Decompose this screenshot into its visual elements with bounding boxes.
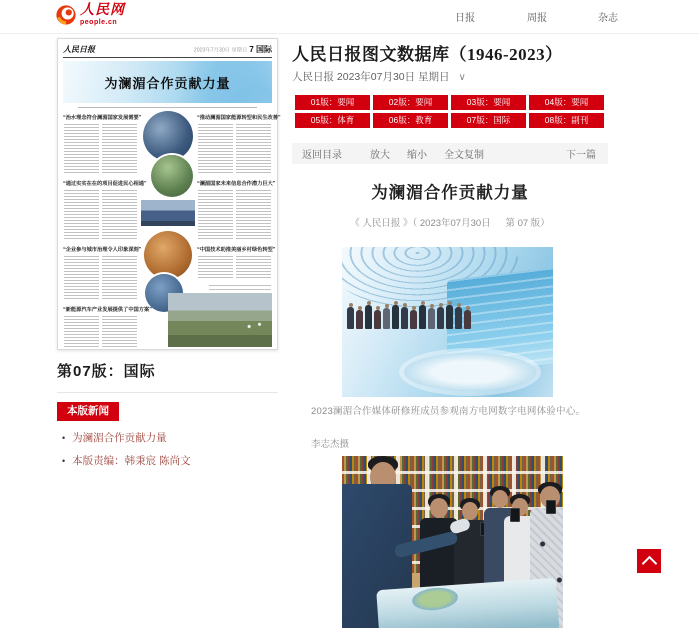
article-photo-exhibition-hall: [342, 247, 553, 397]
photo1-caption: 2023澜湄合作媒体研修班成员参观南方电网数字电网体验中心。: [311, 406, 586, 417]
thumb-text-block: [64, 256, 137, 300]
thumb-headline: “治水理念符合澜湄国家发展需要”: [63, 114, 142, 120]
thumb-text-block: [64, 316, 137, 348]
thumb-headline: “推动澜湄国家能源转型和民生改善”: [197, 114, 281, 120]
article-toolbar: [292, 143, 608, 164]
back-to-top-button[interactable]: [637, 549, 661, 573]
edition-grid: [295, 95, 604, 128]
news-list-item[interactable]: • 本版责编：韩秉宸 陈尚文: [62, 453, 191, 468]
thumb-headline: “中国技术助推美丽乡村绿色转型”: [197, 246, 276, 252]
edition-link-08[interactable]: 08版：副刊: [529, 113, 604, 128]
nav-daily[interactable]: 日报: [455, 13, 475, 24]
thumb-photo-circle-visitors: [143, 111, 193, 161]
zoom-out-button[interactable]: 缩小: [407, 150, 427, 161]
issue-date-text: 人民日报 2023年07月30日 星期日: [292, 71, 450, 83]
news-list-item[interactable]: • 为澜湄合作贡献力量: [62, 430, 167, 445]
newspaper-page-thumbnail[interactable]: [57, 38, 281, 350]
thumb-left-column: [63, 111, 152, 347]
next-article-button[interactable]: 下一篇: [566, 150, 596, 161]
thumb-date: 2023年7月30日 星期日: [193, 47, 248, 53]
back-to-directory-button[interactable]: 返回目录: [302, 150, 342, 161]
thumb-body: [63, 111, 281, 347]
thumb-photo-circle-workers: [144, 231, 192, 279]
article-title: 为澜湄合作贡献力量: [371, 184, 529, 202]
nav-magazine[interactable]: 杂志: [598, 13, 618, 24]
thumb-headline: “澜湄国家未来信息合作潜力巨大”: [197, 180, 276, 186]
edition-link-06[interactable]: 06版：教育: [373, 113, 448, 128]
article-source-line: 《 人民日报 》（ 2023年07月30日 第 07 版）: [350, 218, 550, 229]
logo-title: 人民网: [80, 3, 125, 18]
page-section-title: 第07版：国际: [57, 363, 156, 380]
chevron-down-icon[interactable]: ∨: [458, 72, 466, 83]
section-news-badge: 本版新闻: [57, 402, 119, 421]
edition-link-07[interactable]: 07版：国际: [451, 113, 526, 128]
edition-link-04[interactable]: 04版：要闻: [529, 95, 604, 110]
thumb-photo-circle-landscape: [151, 155, 193, 197]
article-photo-library-visit: [342, 456, 563, 628]
photo1-credit: 李志杰摄: [311, 439, 350, 450]
issue-date-row: [292, 69, 466, 84]
thumb-text-block: [198, 256, 271, 280]
thumb-intro-line: [78, 107, 258, 108]
thumb-text-block: [64, 190, 137, 240]
database-title: 人民日报图文数据库（1946-2023）: [292, 45, 563, 64]
sidebar-divider: [57, 392, 278, 393]
edition-link-03[interactable]: 03版：要闻: [451, 95, 526, 110]
edition-link-02[interactable]: 02版：要闻: [373, 95, 448, 110]
edition-link-05[interactable]: 05版：体育: [295, 113, 370, 128]
people-cn-logo[interactable]: [55, 4, 125, 31]
zoom-in-button[interactable]: 放大: [370, 150, 390, 161]
edition-link-01[interactable]: 01版：要闻: [295, 95, 370, 110]
nav-weekly[interactable]: 周报: [527, 13, 547, 24]
site-header: [0, 0, 699, 34]
thumb-headline: “新能源汽车产业发展提供了中国方案”: [63, 306, 152, 312]
chevron-up-icon: [642, 556, 658, 572]
thumb-bottom-photo: [168, 293, 272, 347]
visitor-crowd-decor: [347, 305, 497, 329]
thumb-masthead: 人民日报: [63, 45, 95, 54]
thumb-text-block: [198, 124, 271, 174]
thumb-banner: [63, 61, 272, 103]
people-swirl-icon: [55, 4, 77, 31]
thumb-text-block: [64, 124, 137, 174]
thumb-banner-title: 为澜湄合作贡献力量: [104, 75, 231, 91]
thumb-headline: “通过实实在在的项目促进民心相通”: [63, 180, 147, 186]
thumb-photo-group: [141, 200, 195, 226]
thumb-page-number: 7 国际: [249, 45, 272, 54]
floor-circle-decor: [404, 353, 536, 391]
thumb-text-block: [198, 190, 271, 240]
copy-full-text-button[interactable]: 全文复制: [444, 150, 484, 161]
logo-subtitle: people.cn: [80, 19, 118, 26]
thumb-masthead-row: [63, 44, 272, 58]
thumb-headline: “企业参与城市治理令人印象深刻”: [63, 246, 142, 252]
